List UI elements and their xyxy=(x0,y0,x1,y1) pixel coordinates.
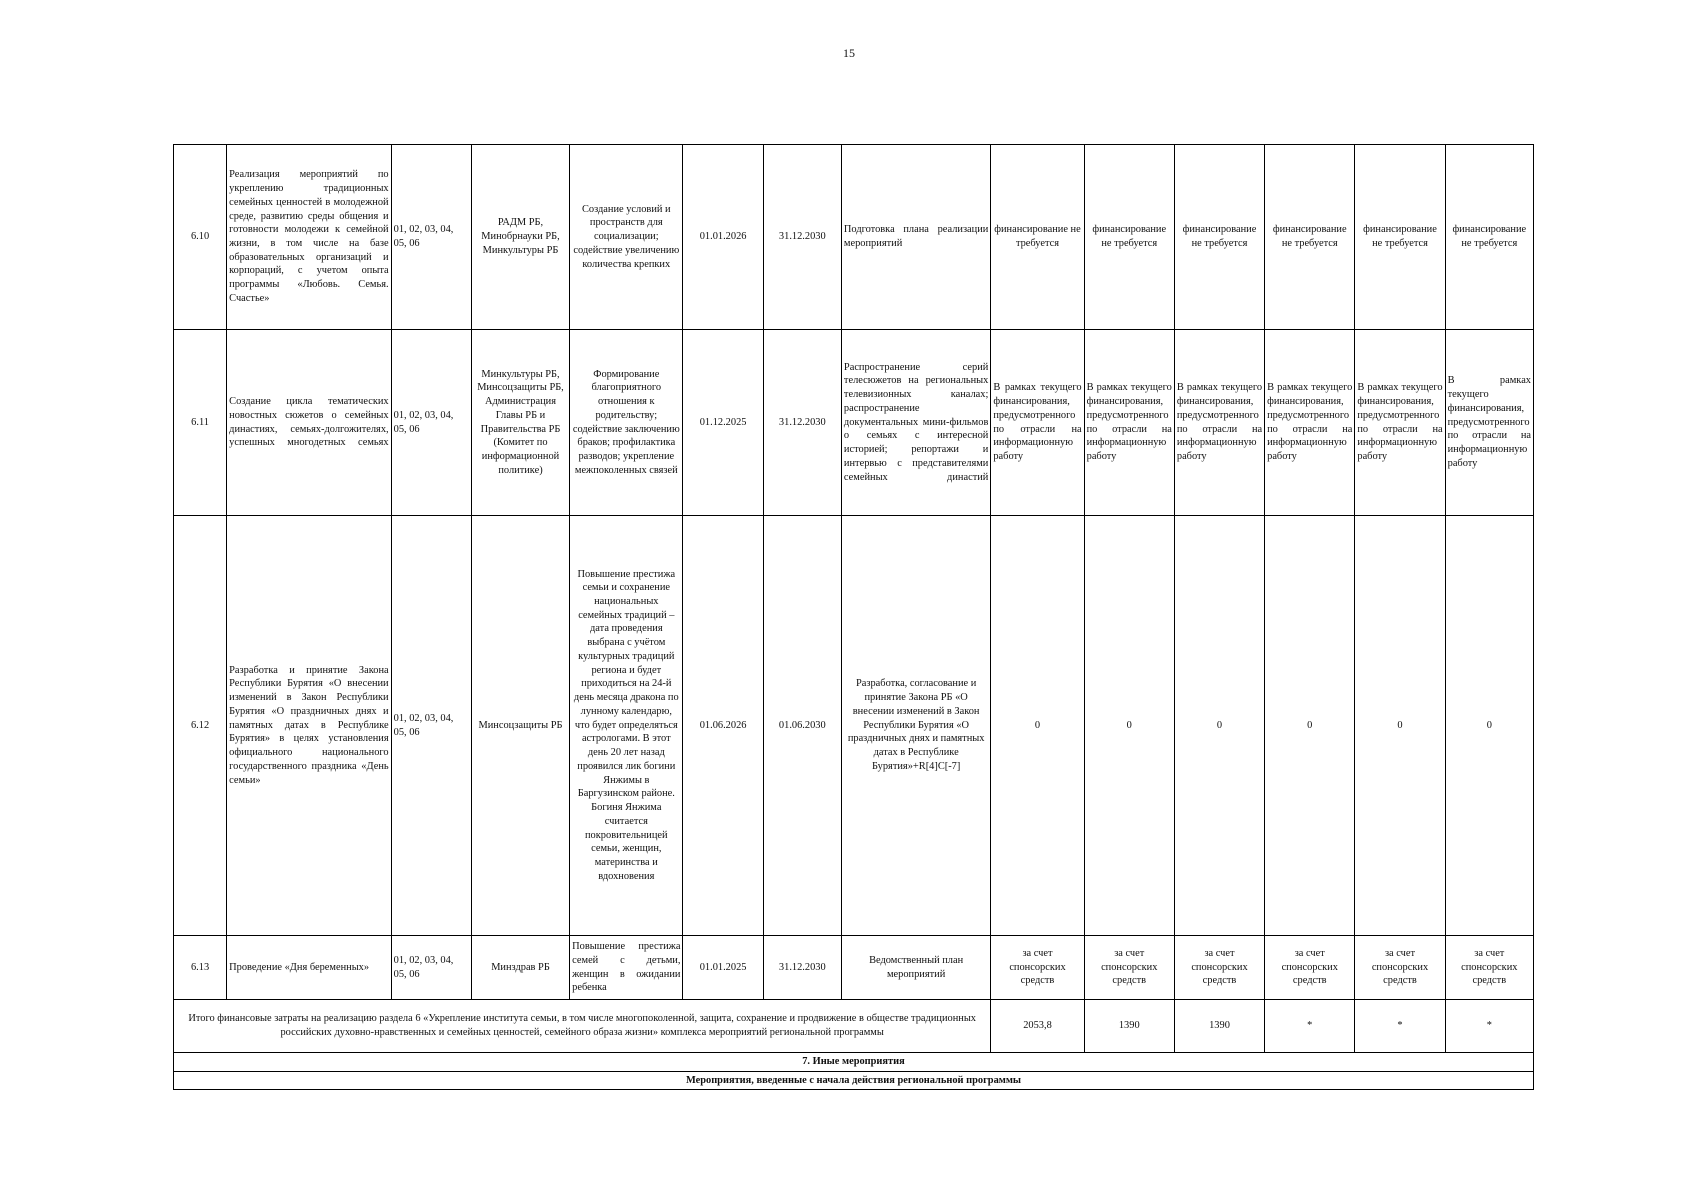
financing-cell: за счет спонсорских средств xyxy=(1084,936,1174,1000)
table-row xyxy=(174,516,1534,936)
row-number: 6.12 xyxy=(174,516,227,936)
codes: 01, 02, 03, 04, 05, 06 xyxy=(391,936,471,1000)
total-label: Итого финансовые затраты на реализацию раздела 6 «Укрепление института семьи, в том числе многопоколенной, защита, сохранение и продвижение в обществе традиционных российских духовно-нравственных и семейных ценностей, семейного образа жизни» комплекса мероприятий региональной программы xyxy=(174,1000,991,1053)
financing-cell: В рамках текущего финансирования, предусмотренного по отрасли на информационную работу xyxy=(1445,330,1533,516)
section-title: 7. Иные мероприятия xyxy=(174,1053,1534,1072)
end-date: 01.06.2030 xyxy=(763,516,841,936)
event-name: Проведение «Дня беременных» xyxy=(227,936,391,1000)
event-name: Реализация мероприятий по укреплению традиционных семейных ценностей в молодежной среде, развитию среды общения и готовности молодежи к семейной жизни, в том числе на базе образовательных организаций и корпораций, с учетом опыта программы «Любовь. Семья. Счастье» xyxy=(227,145,391,330)
total-value: * xyxy=(1355,1000,1445,1053)
financing-cell: В рамках текущего финансирования, предусмотренного по отрасли на информационную работу xyxy=(1174,330,1264,516)
financing-cell: 0 xyxy=(1084,516,1174,936)
financing-cell: 0 xyxy=(991,516,1084,936)
end-date: 31.12.2030 xyxy=(763,145,841,330)
financing-cell: финансирование не требуется xyxy=(1445,145,1533,330)
responsible: Минкультуры РБ, Минсоцзащиты РБ, Администрация Главы РБ и Правительства РБ (Комитет по информационной политике) xyxy=(471,330,569,516)
financing-cell: за счет спонсорских средств xyxy=(1265,936,1355,1000)
start-date: 01.01.2026 xyxy=(683,145,763,330)
responsible: Минздрав РБ xyxy=(471,936,569,1000)
financing-cell: В рамках текущего финансирования, предусмотренного по отрасли на информационную работу xyxy=(1355,330,1445,516)
table-row xyxy=(174,936,1534,1000)
financing-cell: финансирование не требуется xyxy=(1174,145,1264,330)
table-row xyxy=(174,330,1534,516)
total-value: 1390 xyxy=(1084,1000,1174,1053)
control-event: Ведомственный план мероприятий xyxy=(841,936,990,1000)
codes: 01, 02, 03, 04, 05, 06 xyxy=(391,330,471,516)
codes: 01, 02, 03, 04, 05, 06 xyxy=(391,516,471,936)
section-header-row xyxy=(174,1053,1534,1072)
control-event: Подготовка плана реализации мероприятий xyxy=(841,145,990,330)
start-date: 01.12.2025 xyxy=(683,330,763,516)
expected-result: Создание условий и пространств для социализации; содействие увеличению количества крепких xyxy=(570,145,683,330)
total-value: * xyxy=(1445,1000,1533,1053)
start-date: 01.06.2026 xyxy=(683,516,763,936)
table-row xyxy=(174,145,1534,330)
control-event: Распространение серий телесюжетов на региональных телевизионных каналах; распространение документальных мини-фильмов о семьях с интересной историей; репортажи и интервью с представителями семейных династий xyxy=(841,330,990,516)
financing-cell: В рамках текущего финансирования, предусмотренного по отрасли на информационную работу xyxy=(1084,330,1174,516)
section-subtitle: Мероприятия, введенные с начала действия региональной программы xyxy=(174,1071,1534,1090)
financing-cell: 0 xyxy=(1265,516,1355,936)
total-value: 1390 xyxy=(1174,1000,1264,1053)
total-value: 2053,8 xyxy=(991,1000,1084,1053)
responsible: РАДМ РБ, Минобрнауки РБ, Минкультуры РБ xyxy=(471,145,569,330)
financing-cell: В рамках текущего финансирования, предусмотренного по отрасли на информационную работу xyxy=(1265,330,1355,516)
total-value: * xyxy=(1265,1000,1355,1053)
total-row xyxy=(174,1000,1534,1053)
financing-cell: за счет спонсорских средств xyxy=(1355,936,1445,1000)
financing-cell: 0 xyxy=(1445,516,1533,936)
financing-cell: финансирование не требуется xyxy=(1265,145,1355,330)
end-date: 31.12.2030 xyxy=(763,936,841,1000)
responsible: Минсоцзащиты РБ xyxy=(471,516,569,936)
financing-cell: финансирование не требуется xyxy=(1355,145,1445,330)
row-number: 6.10 xyxy=(174,145,227,330)
expected-result: Формирование благоприятного отношения к родительству; содействие заключению браков; профилактика разводов; укрепление межпоколенных связей xyxy=(570,330,683,516)
financing-cell: В рамках текущего финансирования, предусмотренного по отрасли на информационную работу xyxy=(991,330,1084,516)
section-subheader-row xyxy=(174,1071,1534,1090)
row-number: 6.11 xyxy=(174,330,227,516)
page-number: 15 xyxy=(843,46,855,60)
events-table xyxy=(173,144,1534,1090)
end-date: 31.12.2030 xyxy=(763,330,841,516)
financing-cell: за счет спонсорских средств xyxy=(1174,936,1264,1000)
financing-cell: за счет спонсорских средств xyxy=(991,936,1084,1000)
codes: 01, 02, 03, 04, 05, 06 xyxy=(391,145,471,330)
start-date: 01.01.2025 xyxy=(683,936,763,1000)
financing-cell: 0 xyxy=(1355,516,1445,936)
financing-cell: за счет спонсорских средств xyxy=(1445,936,1533,1000)
event-name: Создание цикла тематических новостных сюжетов о семейных династиях, семьях-долгожителях, успешных многодетных семьях xyxy=(227,330,391,516)
expected-result: Повышение престижа семей с детьми, женщин в ожидании ребенка xyxy=(570,936,683,1000)
financing-cell: финансирование не требуется xyxy=(1084,145,1174,330)
expected-result: Повышение престижа семьи и сохранение национальных семейных традиций – дата проведения выбрана с учётом культурных традиций региона и будет приходиться на 24-й день месяца дракона по лунному календарю, что будет определяться астрологами. В этот день 20 лет назад проявился лик богини Янжимы в Баргузинском районе. Богиня Янжима считается покровительницей семьи, женщин, материнства и вдохновения xyxy=(570,516,683,936)
control-event: Разработка, согласование и принятие Закона РБ «О внесении изменений в Закон Республики Бурятия «О праздничных днях и памятных датах в Республике Бурятия»+R[4]C[-7] xyxy=(841,516,990,936)
row-number: 6.13 xyxy=(174,936,227,1000)
event-name: Разработка и принятие Закона Республики Бурятия «О внесении изменений в Закон Республики Бурятия «О праздничных днях и памятных датах в Республике Бурятия» в целях установления официального национального государственного праздника «День семьи» xyxy=(227,516,391,936)
financing-cell: 0 xyxy=(1174,516,1264,936)
financing-cell: финансирование не требуется xyxy=(991,145,1084,330)
